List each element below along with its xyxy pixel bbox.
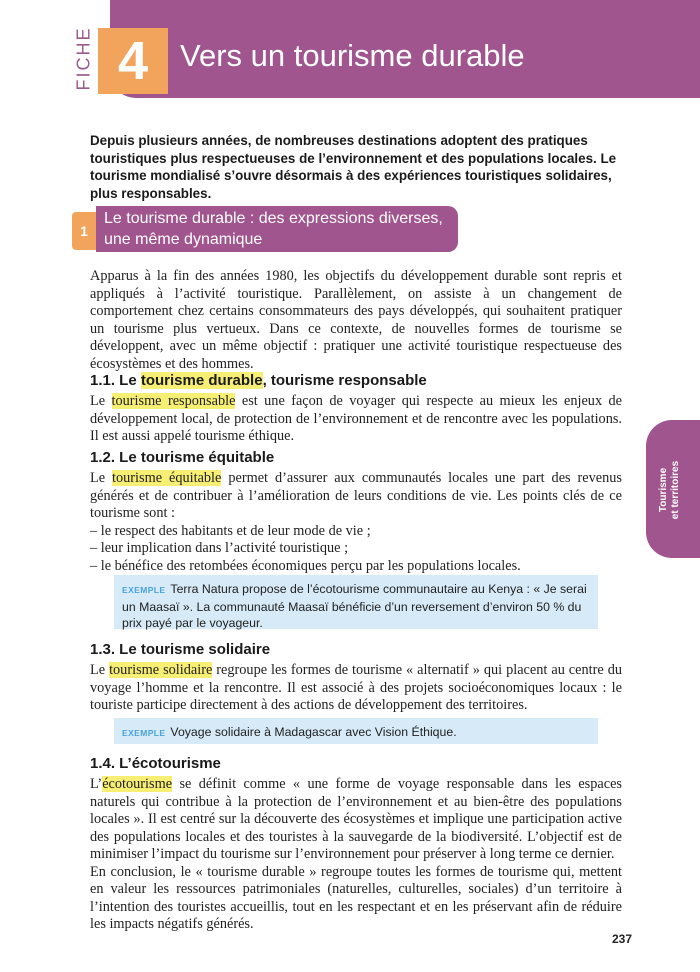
subheading-1-3: 1.3. Le tourisme solidaire	[90, 641, 271, 658]
example-text: Terra Natura propose de l’écotourisme communautaire au Kenya : « Je serai un Maasaï ». La communauté Maasaï bénéficie d’un reversement d’environ 50 % du prix payé par le voyageur.	[122, 582, 587, 630]
subheading-1-1: 1.1. Le tourisme durable, tourisme responsable	[90, 372, 427, 389]
subheading-1-2: 1.2. Le tourisme équitable	[90, 449, 275, 466]
bullet-item: – leur implication dans l’activité touristique ;	[90, 540, 349, 556]
example-label: EXEMPLE	[122, 585, 166, 595]
paragraph-1-3: Le tourisme solidaire regroupe les formes de tourisme « alternatif » qui placent au centre du voyage l’homme et la rencontre. Il est associé à des projets socioéconomiques locaux : le touriste participe directement à des actions de développement des territoires.	[90, 662, 622, 713]
subheading-1-4: 1.4. L’écotourisme	[90, 755, 221, 772]
fiche-label: FICHE	[73, 26, 94, 91]
fiche-number: 4	[98, 28, 168, 94]
section-title-line2: une même dynamique	[104, 231, 263, 248]
paragraph-1-1: Le tourisme responsable est une façon de voyager qui respecte au mieux les enjeux de développement local, de protection de l’environnement et de rencontre avec les populations. Il est aussi appelé tourisme éthique.	[90, 393, 622, 444]
example-box	[114, 718, 598, 744]
page-number: 237	[612, 932, 633, 946]
section-paragraph: Apparus à la fin des années 1980, les objectifs du développement durable sont repris et appliqués à l’activité touristique. Parallèlement, on assiste à un changement de comportement chez certains consommateurs des pays développés, qui souhaitent pratiquer un tourisme plus vertueux. Dans ce contexte, de nouvelles formes de tourisme se développent, avec un même objectif : pratiquer une activité touristique respectueuse des écosystèmes et des hommes.	[90, 268, 622, 372]
bullet-item: – le bénéfice des retombées économiques perçu par les populations locales.	[90, 557, 521, 574]
page-title: Vers un tourisme durable	[180, 38, 525, 73]
section-title-line1: Le tourisme durable : des expressions diverses,	[104, 210, 443, 227]
paragraph-1-4: L’écotourisme se définit comme « une forme de voyage responsable dans les espaces naturels qui contribue à la protection de l’environnement et au bien-être des populations locales ». Il est centré sur la découverte des écosystèmes et implique une participation active des populations locales et des touristes à la sauvegarde de la biodiversité. L’objectif est de minimiser l’impact du tourisme sur l’environnement pour préserver à long terme ce dernier. En conclusion, le « tourisme durable » regroupe toutes les formes de tourisme qui, mettent en valeur les ressources patrimoniales (naturelles, culturelles, sociales) d’un territoire à l’intention des touristes accueillis, tout en les respectant et en les préservant afin de réduire les impacts négatifs générés.	[90, 776, 622, 932]
section-title	[104, 208, 454, 250]
intro-paragraph: Depuis plusieurs années, de nombreuses destinations adoptent des pratiques touristiques plus respectueuses de l’environnement et des populations locales. Le tourisme mondialisé s’ouvre désormais à des expériences touristiques solidaires, plus responsables.	[90, 133, 617, 201]
example-text: Voyage solidaire à Madagascar avec Vision Éthique.	[170, 725, 457, 739]
term-highlight: tourisme responsable	[111, 393, 236, 409]
subheading-highlight: tourisme durable	[140, 372, 263, 389]
chapter-tab-label: Tourisme et territoires	[658, 460, 681, 520]
paragraph-1-2: Le tourisme équitable permet d’assurer aux communautés locales une part des revenus générés et de contribuer à l’amélioration de leurs conditions de vie. Les points clés de ce tourisme sont : – le respect des habitants et de leur mode de vie ; – leur implication dans l’activité touristique ; – le bénéfice des retombées économiques perçu par les populations locales.	[90, 470, 622, 574]
term-highlight: tourisme solidaire	[109, 662, 213, 678]
example-label: EXEMPLE	[122, 728, 166, 738]
term-highlight: tourisme équitable	[112, 470, 222, 486]
section-number: 1	[72, 212, 96, 250]
term-highlight: écotourisme	[102, 776, 173, 792]
bullet-item: – le respect des habitants et de leur mode de vie ;	[90, 522, 371, 539]
example-box	[114, 575, 598, 629]
conclusion-paragraph: En conclusion, le « tourisme durable » regroupe toutes les formes de tourisme qui, mettent en valeur les ressources patrimoniales (naturelles, culturelles, sociales) d’un territoire à l’intention des touristes accueillis, tout en les respectant et en les préservant afin de réduire les impacts négatifs générés.	[90, 863, 622, 932]
